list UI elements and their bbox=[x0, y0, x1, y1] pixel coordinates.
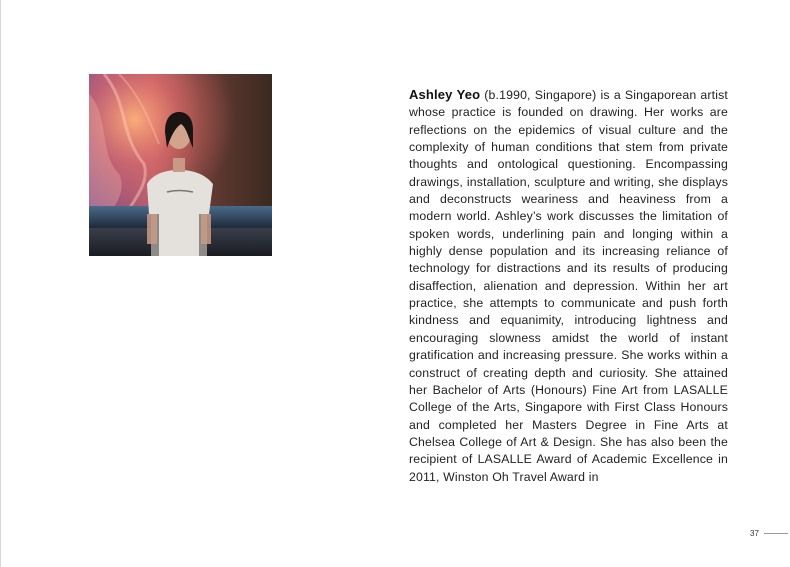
artist-portrait-photo bbox=[89, 74, 272, 256]
page-edge-line bbox=[0, 0, 1, 567]
page-footer bbox=[750, 527, 788, 539]
biography-text: (b.1990, Singapore) is a Singaporean artist whose practice is founded on drawing. Her works are reflections on the epidemics of visual culture and the complexity of human conditions that stem from private thoughts and ontological questioning. Encompassing drawings, installation, sculpture and writing, she displays and deconstructs weariness and heaviness from a modern world. Ashley’s work discusses the limitation of spoken words, underlining pain and longing within a highly dense population and its increasing reliance of technology for distractions and its results of producing disaffection, alienation and depression. Within her art practice, she attempts to communicate and push forth kindness and equanimity, introducing lightness and encouraging slowness amidst the world of instant gratification and increasing pressure. She works within a construct of creating depth and curiosity. She attained her Bachelor of Arts (Honours) Fine Art from LASALLE College of the Arts, Singapore with First Class Honours and completed her Masters Degree in Fine Arts at Chelsea College of Art & Design. She has also been the recipient of LASALLE Award of Academic Excellence in 2011, Winston Oh Travel Award in bbox=[409, 88, 728, 484]
artist-name: Ashley Yeo bbox=[409, 87, 481, 102]
footer-rule-line bbox=[764, 533, 788, 534]
artist-biography bbox=[409, 86, 728, 486]
page-number: 37 bbox=[750, 528, 759, 538]
